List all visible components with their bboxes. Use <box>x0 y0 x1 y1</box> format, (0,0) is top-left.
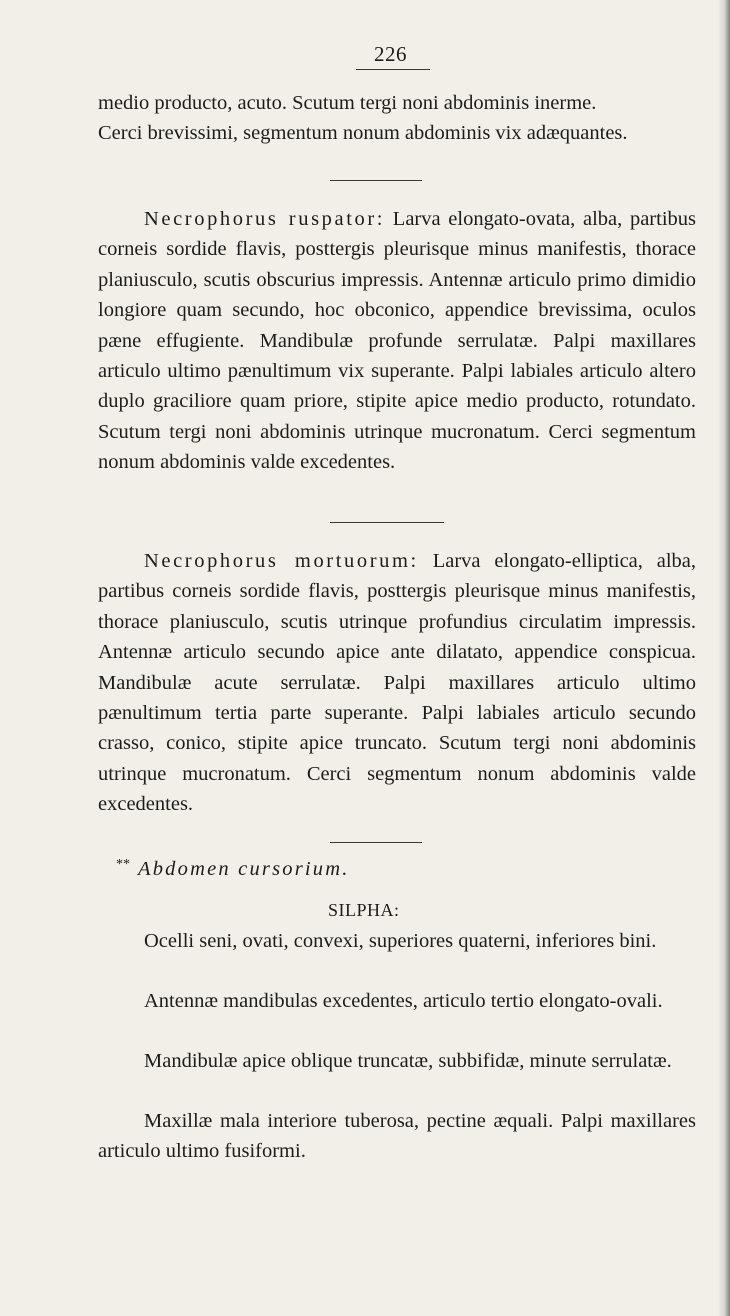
continuation-line-2: Cerci brevissimi, segmentum nonum abdominis vix adæquantes. <box>98 122 628 144</box>
species-name-ruspator: Necrophorus ruspator: <box>144 208 386 230</box>
silpha-ocelli-paragraph: Ocelli seni, ovati, convexi, superiores quaterni, inferiores bini. <box>144 930 657 952</box>
page-edge-shadow <box>718 0 730 1316</box>
section-stars: ** <box>116 857 130 872</box>
separator-rule-1 <box>330 180 422 181</box>
silpha-mandibulae-paragraph: Mandibulæ apice oblique truncatæ, subbifidæ, minute serrulatæ. <box>144 1050 672 1072</box>
species-name-mortuorum: Necrophorus mortuorum: <box>144 550 419 572</box>
section-title: Abdomen cursorium. <box>138 858 350 880</box>
separator-rule-2 <box>330 522 444 523</box>
silpha-maxillae-paragraph: Maxillæ mala interiore tuberosa, pectine æquali. Palpi maxillares articulo ultimo fusiformi. <box>98 1110 696 1163</box>
section-heading <box>116 857 350 881</box>
page-number-rule <box>356 69 430 70</box>
ruspator-paragraph <box>98 204 696 478</box>
continuation-line-1: medio producto, acuto. Scutum tergi noni abdominis inerme. <box>98 92 597 114</box>
ruspator-description: Larva elongato-ovata, alba, partibus corneis sordide flavis, posttergis pleurisque minus manifestis, thorace planiusculo, scutis obscurius impressis. Antennæ articulo primo dimidio longiore quam secundo, hoc obconico, appendice brevissima, oculos pæne effugiente. Mandibulæ profunde serrulatæ. Palpi maxillares articulo ultimo pænultimum vix superante. Palpi labiales articulo altero duplo graciliore quam priore, stipite apice medio producto, rotundato. Scutum tergi noni abdominis utrinque mucronatum. Cerci segmentum nonum abdominis valde excedentes. <box>98 208 696 474</box>
mortuorum-paragraph <box>98 546 696 820</box>
genus-heading: SILPHA: <box>328 900 400 920</box>
silpha-antennae-paragraph: Antennæ mandibulas excedentes, articulo tertio elongato-ovali. <box>144 990 663 1012</box>
separator-rule-3 <box>330 842 422 843</box>
mortuorum-description: Larva elongato-elliptica, alba, partibus corneis sordide flavis, posttergis pleurisque minus manifestis, thorace planiusculo, scutis utrinque profundius circulatim impressis. Antennæ articulo secundo apice ante dilatato, appendice conspicua. Mandibulæ acute serrulatæ. Palpi maxillares articulo ultimo pænultimum tertia parte superante. Palpi labiales articulo secundo crasso, conico, stipite apice truncato. Scutum tergi noni abdominis utrinque mucronatum. Cerci segmentum nonum abdominis valde excedentes. <box>98 550 696 816</box>
page-number: 226 <box>374 42 407 66</box>
